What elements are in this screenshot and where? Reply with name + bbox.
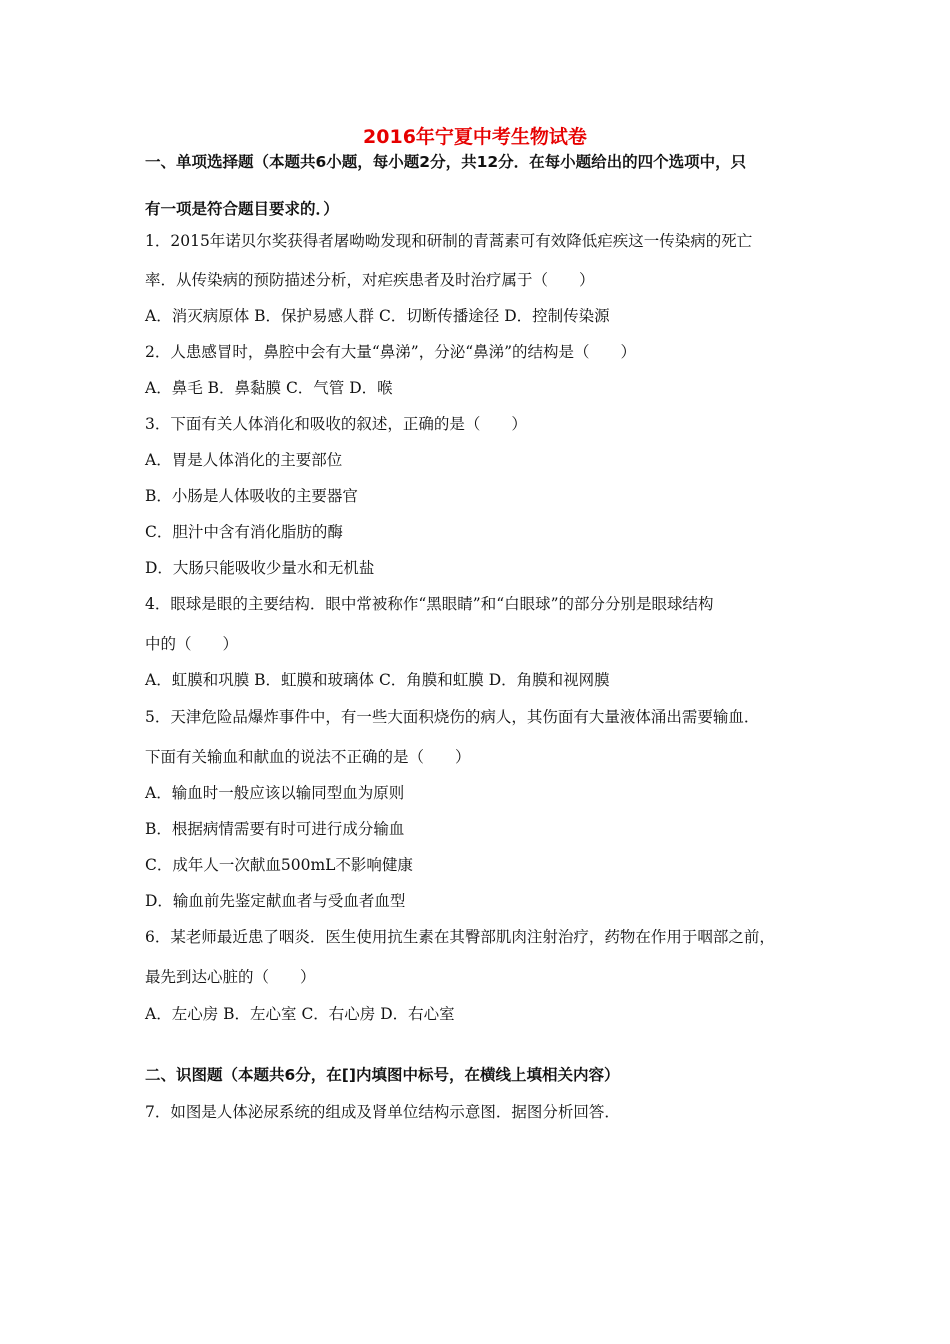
section2-heading: 二、识图题（本题共6分，在[]内填图中标号，在横线上填相关内容） bbox=[145, 1066, 620, 1084]
q3-option-d: D．大肠只能吸收少量水和无机盐 bbox=[145, 559, 375, 577]
section1-heading-line1: 一、单项选择题（本题共6小题，每小题2分，共12分．在每小题给出的四个选项中，只 bbox=[145, 153, 747, 171]
q3-stem: 3．下面有关人体消化和吸收的叙述，正确的是（ ） bbox=[145, 415, 527, 433]
q4-stem-line1: 4．眼球是眼的主要结构．眼中常被称作“黑眼睛”和“白眼球”的部分分别是眼球结构 bbox=[145, 595, 714, 613]
q3-option-c: C．胆汁中含有消化脂肪的酶 bbox=[145, 523, 343, 541]
q1-options: A．消灭病原体 B．保护易感人群 C．切断传播途径 D．控制传染源 bbox=[145, 307, 610, 325]
q3-option-b: B．小肠是人体吸收的主要器官 bbox=[145, 487, 358, 505]
q6-options: A．左心房 B．左心室 C．右心房 D．右心室 bbox=[145, 1005, 455, 1023]
q1-stem-line2: 率．从传染病的预防描述分析，对疟疾患者及时治疗属于（ ） bbox=[145, 271, 595, 289]
page-title: 2016年宁夏中考生物试卷 bbox=[363, 126, 587, 148]
q7-stem: 7．如图是人体泌尿系统的组成及肾单位结构示意图．据图分析回答． bbox=[145, 1103, 620, 1121]
q5-option-d: D．输血前先鉴定献血者与受血者血型 bbox=[145, 892, 406, 910]
q6-stem-line2: 最先到达心脏的（ ） bbox=[145, 968, 316, 986]
q5-option-b: B．根据病情需要有时可进行成分输血 bbox=[145, 820, 405, 838]
q5-stem-line2: 下面有关输血和献血的说法不正确的是（ ） bbox=[145, 748, 471, 766]
q5-option-a: A．输血时一般应该以输同型血为原则 bbox=[145, 784, 405, 802]
section1-heading-line2: 有一项是符合题目要求的．） bbox=[145, 200, 339, 218]
q1-stem-line1: 1．2015年诺贝尔奖获得者屠呦呦发现和研制的青蒿素可有效降低疟疾这一传染病的死亡 bbox=[145, 232, 753, 250]
q2-stem: 2．人患感冒时，鼻腔中会有大量“鼻涕”，分泌“鼻涕”的结构是（ ） bbox=[145, 343, 637, 361]
q2-options: A．鼻毛 B．鼻黏膜 C．气管 D．喉 bbox=[145, 379, 393, 397]
q6-stem-line1: 6．某老师最近患了咽炎．医生使用抗生素在其臀部肌肉注射治疗，药物在作用于咽部之前， bbox=[145, 928, 775, 946]
q4-options: A．虹膜和巩膜 B．虹膜和玻璃体 C．角膜和虹膜 D．角膜和视网膜 bbox=[145, 671, 610, 689]
q5-option-c: C．成年人一次献血500mL不影响健康 bbox=[145, 856, 413, 874]
q4-stem-line2: 中的（ ） bbox=[145, 635, 239, 653]
q5-stem-line1: 5．天津危险品爆炸事件中，有一些大面积烧伤的病人，其伤面有大量液体涌出需要输血． bbox=[145, 708, 760, 726]
q3-option-a: A．胃是人体消化的主要部位 bbox=[145, 451, 343, 469]
